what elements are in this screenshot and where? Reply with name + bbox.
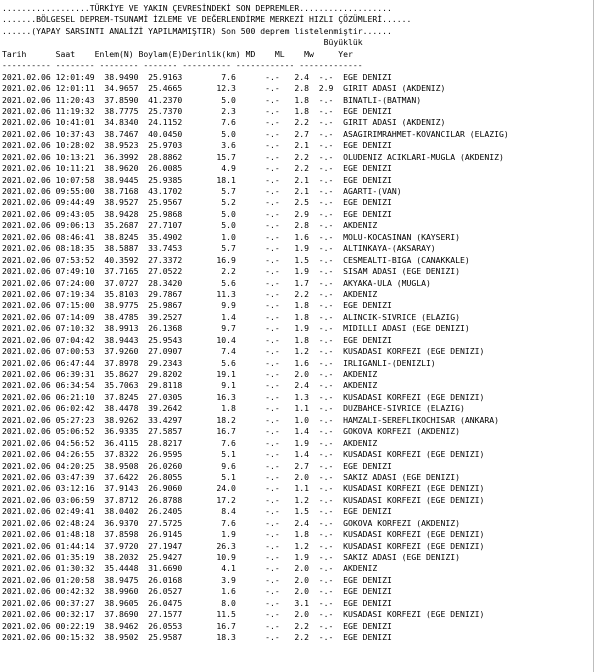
earthquake-row: 2021.02.06 02:48:24 36.9370 27.5725 7.6 -.- 2.4 -.- GOKOVA KORFEZI (AKDENIZ) [2,517,461,528]
earthquake-row: 2021.02.06 04:26:55 37.8322 26.9595 5.1 -.- 1.4 -.- KUSADASI KORFEZI (EGE DENIZI) [2,449,485,460]
earthquake-row: 2021.02.06 10:13:21 36.3992 28.8862 15.7 -.- 2.2 -.- OLUDENIZ ACIKLARI-MUGLA (AKDENIZ) [2,151,504,162]
earthquake-row: 2021.02.06 00:37:27 38.9605 26.0475 8.0 -.- 3.1 -.- EGE DENIZI [2,597,392,608]
earthquake-row: 2021.02.06 00:15:32 38.9502 25.9587 18.3 -.- 2.2 -.- EGE DENIZI [2,632,392,643]
earthquake-row: 2021.02.06 03:12:16 37.9143 26.9060 24.0 -.- 1.1 -.- KUSADASI KORFEZI (EGE DENIZI) [2,483,485,494]
header-line-3: ......(YAPAY SARSINTI ANALİZİ YAPILMAMIŞTIR) Son 500 deprem listelenmiştir...... [2,25,392,36]
earthquake-row: 2021.02.06 00:22:19 38.9462 26.0553 16.7 -.- 2.2 -.- EGE DENIZI [2,620,392,631]
earthquake-row: 2021.02.06 02:49:41 38.0402 26.2405 8.4 -.- 1.5 -.- EGE DENIZI [2,506,392,517]
earthquake-row: 2021.02.06 00:42:32 38.9960 26.0527 1.6 -.- 2.0 -.- EGE DENIZI [2,586,392,597]
earthquake-row: 2021.02.06 10:28:02 38.9523 25.9703 3.6 -.- 2.1 -.- EGE DENIZI [2,140,392,151]
earthquake-row: 2021.02.06 07:19:34 35.8103 29.7867 11.3 -.- 2.2 -.- AKDENIZ [2,288,378,299]
header-line-2: .......BÖLGESEL DEPREM-TSUNAMİ İZLEME VE DEĞERLENDİRME MERKEZİ HIZLI ÇÖZÜMLERİ...... [2,14,412,25]
earthquake-row: 2021.02.06 06:34:54 35.7063 29.8118 9.1 -.- 2.4 -.- AKDENIZ [2,380,378,391]
earthquake-row: 2021.02.06 03:06:59 37.8712 26.8788 17.2 -.- 1.2 -.- KUSADASI KORFEZI (EGE DENIZI) [2,494,485,505]
earthquake-row: 2021.02.06 10:11:21 38.9620 26.0085 4.9 -.- 2.2 -.- EGE DENIZI [2,163,392,174]
earthquake-row: 2021.02.06 10:07:58 38.9445 25.9385 18.1 -.- 2.1 -.- EGE DENIZI [2,174,392,185]
earthquake-row: 2021.02.06 01:30:32 35.4448 31.6690 4.1 -.- 2.0 -.- AKDENIZ [2,563,378,574]
earthquake-row: 2021.02.06 10:41:01 34.8340 24.1152 7.6 -.- 2.2 -.- GIRIT ADASI (AKDENIZ) [2,117,446,128]
earthquake-row: 2021.02.06 07:53:52 40.3592 27.3372 16.9 -.- 1.5 -.- CESMEALTI-BIGA (CANAKKALE) [2,254,470,265]
earthquake-row: 2021.02.06 07:49:10 37.7165 27.0522 2.2 -.- 1.9 -.- SISAM ADASI (EGE DENIZI) [2,266,461,277]
earthquake-row: 2021.02.06 05:27:23 38.9262 33.4297 18.2 -.- 1.0 -.- HAMZALI-SEREFLIKOCHISAR (ANKARA) [2,414,500,425]
earthquake-row: 2021.02.06 00:32:17 37.8690 27.1577 11.5 -.- 2.0 -.- KUSADASI KORFEZI (EGE DENIZI) [2,609,485,620]
earthquake-row: 2021.02.06 09:44:49 38.9527 25.9567 5.2 -.- 2.5 -.- EGE DENIZI [2,197,392,208]
earthquake-row: 2021.02.06 07:14:09 38.4785 39.2527 1.4 -.- 1.8 -.- ALINCIK-SIVRICE (ELAZIG) [2,311,461,322]
header-line-1: ..................TÜRKİYE VE YAKIN ÇEVRESİNDEKİ SON DEPREMLER................... [2,3,392,13]
earthquake-row: 2021.02.06 04:56:52 36.4115 28.8217 7.6 -.- 1.9 -.- AKDENIZ [2,437,378,448]
earthquake-row: 2021.02.06 01:20:58 38.9475 26.0168 3.9 -.- 2.0 -.- EGE DENIZI [2,574,392,585]
earthquake-row: 2021.02.06 10:37:43 38.7467 40.0450 5.0 -.- 2.7 -.- ASAGIRIMRAHMET-KOVANCILAR (ELAZIG) [2,128,509,139]
earthquake-row: 2021.02.06 01:48:18 37.8598 26.9145 1.9 -.- 1.8 -.- KUSADASI KORFEZI (EGE DENIZI) [2,529,485,540]
earthquake-row: 2021.02.06 09:55:00 38.7168 43.1702 5.7 -.- 2.1 -.- AGARTI-(VAN) [2,186,402,196]
earthquake-row: 2021.02.06 08:18:35 38.5887 33.7453 5.7 -.- 1.9 -.- ALTINKAYA-(AKSARAY) [2,243,436,254]
earthquake-row: 2021.02.06 12:01:49 38.9490 25.9163 7.6 -.- 2.4 -.- EGE DENIZI [2,71,392,82]
earthquake-row: 2021.02.06 12:01:11 34.9657 25.4665 12.3 -.- 2.8 2.9 GIRIT ADASI (AKDENIZ) [2,83,446,94]
earthquake-row: 2021.02.06 07:04:42 38.9443 25.9543 10.4 -.- 1.8 -.- EGE DENIZI [2,334,392,345]
earthquake-row: 2021.02.06 01:35:19 38.2032 25.9427 10.9 -.- 1.9 -.- SAKIZ ADASI (EGE DENIZI) [2,552,461,562]
earthquake-row: 2021.02.06 06:02:42 38.4478 39.2642 1.8 -.- 1.1 -.- DUZBAHCE-SIVRICE (ELAZIG) [2,403,465,414]
earthquake-row: 2021.02.06 06:47:44 37.8978 29.2343 5.6 -.- 1.6 -.- IRLIGANLI-(DENIZLI) [2,357,436,368]
earthquake-row: 2021.02.06 05:06:52 36.9335 27.5857 16.7 -.- 1.4 -.- GOKOVA KORFEZI (AKDENIZ) [2,426,461,437]
earthquake-row: 2021.02.06 07:00:53 37.9260 27.0907 7.4 -.- 1.2 -.- KUSADASI KORFEZI (EGE DENIZI) [2,346,485,357]
earthquake-row: 2021.02.06 07:24:00 37.0727 28.3420 5.6 -.- 1.7 -.- AKYAKA-ULA (MUGLA) [2,277,431,288]
earthquake-row: 2021.02.06 07:10:32 38.9913 26.1368 9.7 -.- 1.9 -.- MIDILLI ADASI (EGE DENIZI) [2,323,470,334]
right-border-line [593,0,594,672]
earthquake-row: 2021.02.06 04:20:25 38.9508 26.0260 9.6 -.- 2.7 -.- EGE DENIZI [2,460,392,471]
column-header-row: Tarih Saat Enlem(N) Boylam(E)Derinlik(km) MD ML Mw Yer [2,48,353,59]
earthquake-row: 2021.02.06 11:20:43 37.8590 41.2370 5.0 -.- 1.8 -.- BINATLI-(BATMAN) [2,94,422,105]
earthquake-row: 2021.02.06 08:46:41 38.8245 35.4902 1.0 -.- 1.6 -.- MOLU-KOCASINAN (KAYSERI) [2,231,461,242]
buyukluk-label: Büyüklük [2,37,363,48]
earthquake-row: 2021.02.06 06:21:10 37.8245 27.0305 16.3 -.- 1.3 -.- KUSADASI KORFEZI (EGE DENIZI) [2,391,485,402]
separator-line: ---------- -------- -------- ------- ---------- ------------ ------------- [2,60,363,71]
earthquake-row: 2021.02.06 06:39:31 35.8627 29.8202 19.1 -.- 2.0 -.- AKDENIZ [2,369,378,379]
earthquake-row: 2021.02.06 09:43:05 38.9428 25.9868 5.0 -.- 2.9 -.- EGE DENIZI [2,208,392,219]
earthquake-listing [2,3,509,644]
earthquake-row: 2021.02.06 01:44:14 37.9720 27.1947 26.3 -.- 1.2 -.- KUSADASI KORFEZI (EGE DENIZI) [2,540,485,551]
earthquake-row: 2021.02.06 09:06:13 35.2687 27.7107 5.0 -.- 2.8 -.- AKDENIZ [2,220,378,231]
earthquake-row: 2021.02.06 03:47:39 37.6422 26.8055 5.1 -.- 2.0 -.- SAKIZ ADASI (EGE DENIZI) [2,471,461,482]
earthquake-row: 2021.02.06 07:15:00 38.9775 25.9867 9.9 -.- 1.8 -.- EGE DENIZI [2,300,392,311]
earthquake-row: 2021.02.06 11:19:32 38.7775 25.7370 2.3 -.- 1.8 -.- EGE DENIZI [2,105,392,116]
